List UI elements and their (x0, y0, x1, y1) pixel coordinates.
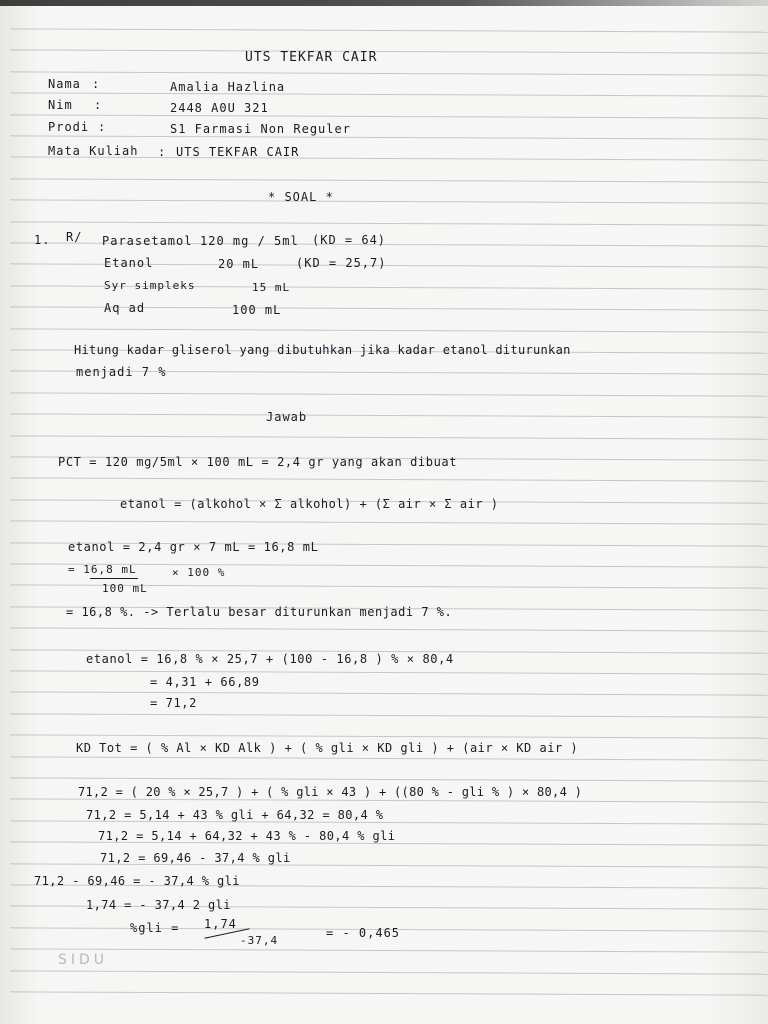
field-label-matakuliah: Mata Kuliah (48, 144, 139, 158)
ruled-line (10, 627, 768, 631)
answer-line-formula: etanol = (alkohol × Σ alkohol) + (Σ air × Σ air ) (120, 497, 499, 511)
answer-fraction-numerator: = 16,8 mL (68, 563, 137, 576)
answer-line-eq5: 71,2 - 69,46 = - 37,4 % gli (34, 874, 240, 888)
ruled-line (10, 328, 768, 332)
recipe-qty: 20 mL (218, 257, 260, 271)
page-title: UTS TEKFAR CAIR (245, 50, 378, 65)
recipe-qty: 100 mL (232, 303, 282, 317)
question-text-line1: Hitung kadar gliserol yang dibutuhkan jika kadar etanol diturunkan (74, 343, 571, 357)
ruled-line (10, 392, 768, 396)
ruled-line (10, 28, 768, 32)
recipe-qty: 120 mg / 5ml (200, 234, 299, 248)
ruled-line (10, 49, 768, 53)
answer-line-kd-total: KD Tot = ( % Al × KD Alk ) + ( % gli × KD gli ) + (air × KD air ) (76, 741, 579, 755)
ruled-line (10, 991, 768, 995)
field-sep-nim: : (94, 98, 103, 112)
field-sep-nama: : (92, 77, 101, 91)
ruled-line (10, 713, 768, 717)
field-value-matakuliah: UTS TEKFAR CAIR (176, 145, 300, 159)
ruled-line (10, 71, 768, 75)
recipe-mark: R/ (66, 230, 83, 244)
recipe-note: (KD = 25,7) (296, 256, 387, 270)
ruled-line (10, 135, 768, 139)
answer-gli-denominator: -37,4 (240, 934, 279, 947)
field-sep-prodi: : (98, 120, 107, 134)
answer-line-eq6: 1,74 = - 37,4 2 gli (86, 898, 231, 912)
ruled-line (10, 477, 768, 481)
answer-line-eq4: 71,2 = 69,46 - 37,4 % gli (100, 851, 291, 865)
answer-line-eq3: 71,2 = 5,14 + 64,32 + 43 % - 80,4 % gli (98, 829, 396, 843)
ruled-line (10, 756, 768, 760)
recipe-item: Parasetamol (102, 234, 193, 248)
ruled-line (10, 670, 768, 674)
answer-fraction-multiplier: × 100 % (172, 566, 226, 579)
answer-gli-result: = - 0,465 (326, 926, 401, 940)
ruled-line (10, 413, 768, 417)
answer-line-eq2: 71,2 = 5,14 + 43 % gli + 64,32 = 80,4 % (86, 808, 384, 822)
question-text-line2: menjadi 7 % (76, 365, 167, 379)
recipe-note: (KD = 64) (312, 233, 387, 247)
ruled-line (10, 734, 768, 738)
ruled-line (10, 435, 768, 439)
ruled-line (10, 221, 768, 225)
ruled-line (10, 199, 768, 203)
answer-line-etanol-result: = 71,2 (150, 696, 197, 710)
field-label-nama: Nama (48, 77, 81, 91)
ruled-line (10, 970, 768, 974)
field-label-nim: Nim (48, 98, 73, 112)
jawab-heading: Jawab (266, 410, 308, 424)
answer-line-etanol-kd: etanol = 16,8 % × 25,7 + (100 - 16,8 ) % × 80,4 (86, 652, 454, 666)
field-value-nim: 2448 A0U 321 (170, 101, 269, 115)
answer-fraction-denominator: 100 mL (102, 582, 148, 595)
ruled-line (10, 948, 768, 952)
ruled-line (10, 92, 768, 96)
recipe-item: Aq ad (104, 301, 146, 315)
ruled-line (10, 178, 768, 182)
ruled-line (10, 114, 768, 118)
field-label-prodi: Prodi (48, 120, 90, 134)
recipe-item: Etanol (104, 256, 154, 270)
answer-gli-label: %gli = (130, 921, 180, 935)
question-number: 1. (34, 233, 51, 247)
notebook-brand: SIDU (58, 952, 109, 968)
soal-heading: * SOAL * (268, 190, 334, 204)
field-value-nama: Amalia Hazlina (170, 80, 286, 94)
ruled-line (10, 691, 768, 695)
answer-line-etanol-sum: = 4,31 + 66,89 (150, 675, 260, 689)
recipe-qty: 15 mL (252, 281, 291, 294)
fraction-bar (90, 578, 138, 579)
answer-line-pct: PCT = 120 mg/5ml × 100 mL = 2,4 gr yang akan dibuat (58, 455, 458, 469)
field-sep-matakuliah: : (158, 145, 167, 159)
ruled-line (10, 520, 768, 524)
ruled-line (10, 777, 768, 781)
answer-line-eq1: 71,2 = ( 20 % × 25,7 ) + ( % gli × 43 ) + ((80 % - gli % ) × 80,4 ) (78, 785, 583, 799)
answer-gli-numerator: 1,74 (204, 917, 237, 931)
page-top-edge (0, 0, 768, 6)
field-value-prodi: S1 Farmasi Non Reguler (170, 122, 351, 136)
answer-line-percent: = 16,8 %. -> Terlalu besar diturunkan menjadi 7 %. (66, 605, 453, 619)
recipe-item: Syr simpleks (104, 279, 196, 292)
answer-line-etanol-volume: etanol = 2,4 gr × 7 mL = 16,8 mL (68, 540, 319, 554)
